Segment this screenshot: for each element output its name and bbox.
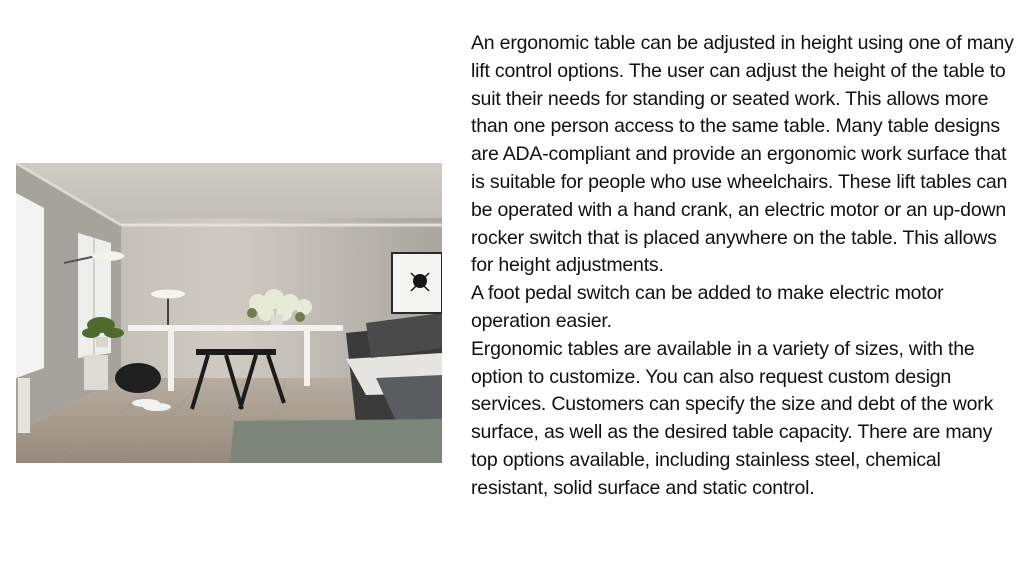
paragraph-sizes: Ergonomic tables are available in a variety of sizes, with the option to customize. You can also request custom design services. Customers can specify the size and debt of the work surface, as well as the desired table capacity. There are many top options available, including stainless steel, chemical resistant, solid surface and static control. [471,337,994,499]
ergonomic-desk-room-photo-icon [16,163,442,463]
body-text [471,30,1019,503]
room-photo [16,163,442,463]
paragraph-lift-options: An ergonomic table can be adjusted in height using one of many lift control options. The user can adjust the height of the table to suit their needs for standing or seated work. This allows more than one person access to the same table. Many table designs are ADA-compliant and provide an ergonomic work surface that is suitable for people who use wheelchairs. These lift tables can be operated with a hand crank, an electric motor or an up-down rocker switch that is placed anywhere on the table. This allows for height adjustments. [471,32,1014,277]
paragraph-foot-pedal: A foot pedal switch can be added to make electric motor operation easier. [471,282,944,332]
